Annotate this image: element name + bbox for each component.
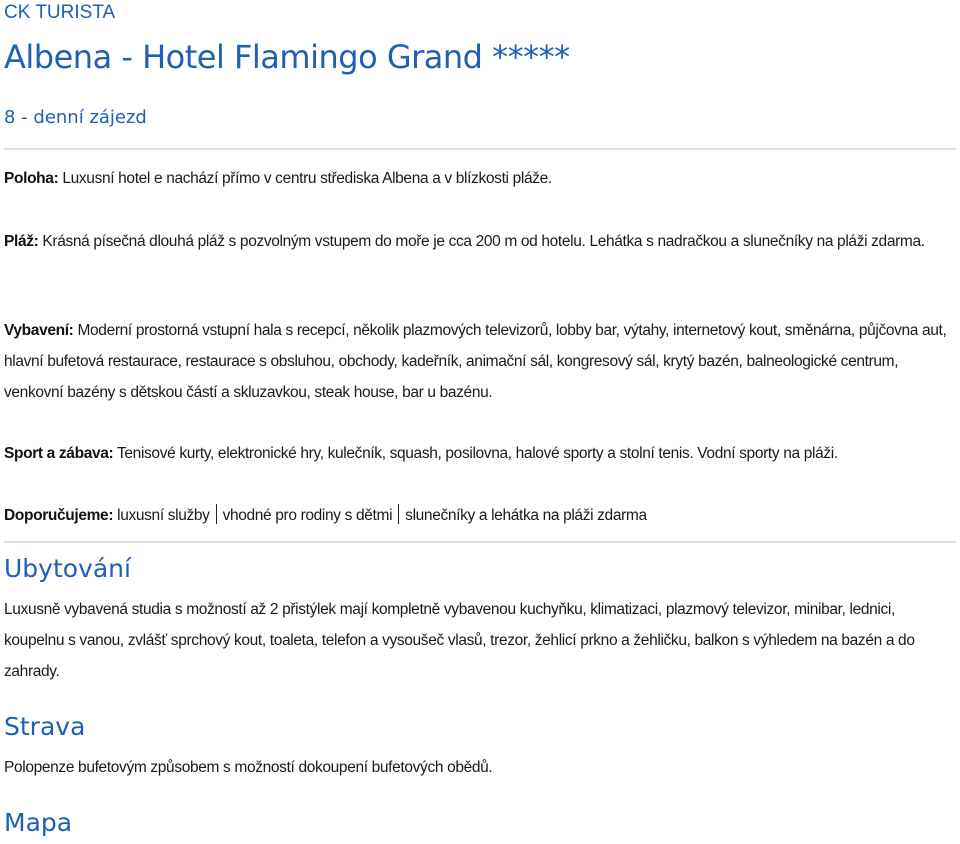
location-text: Luxusní hotel e nachází přímo v centru střediska Albena a v blízkosti pláže. bbox=[62, 170, 552, 187]
sport-text: Tenisové kurty, elektronické hry, kulečník, squash, posilovna, halové sporty a stolní tenis. Vodní sporty na pláži. bbox=[117, 445, 838, 462]
recommend-item: vhodné pro rodiny s dětmi bbox=[222, 507, 393, 524]
accommodation-heading: Ubytování bbox=[4, 554, 131, 583]
hotel-title: Albena - Hotel Flamingo Grand ***** bbox=[4, 38, 570, 76]
separator bbox=[216, 504, 217, 524]
amenities-label: Vybavení: bbox=[4, 322, 74, 339]
beach-paragraph bbox=[4, 226, 956, 257]
brand-name: CK TURISTA bbox=[4, 2, 116, 23]
location-paragraph bbox=[4, 163, 956, 194]
recommend-item: luxusní služby bbox=[117, 507, 210, 524]
amenities-text: Moderní prostorná vstupní hala s recepcí, několik plazmových televizorů, lobby bar, výtahy, internetový kout, směnárna, půjčovna aut, hlavní bufetová restaurace, restaurace s obsluhou, obchody, kadeřník, animační sál, kongresový sál, krytý bazén, balneologické centrum, venkovní bazény s dětskou částí a skluzavkou, steak house, bar u bazénu. bbox=[4, 322, 947, 401]
separator bbox=[398, 504, 399, 524]
board-heading: Strava bbox=[4, 712, 86, 741]
accommodation-text: Luxusně vybavená studia s možností až 2 přistýlek mají kompletně vybavenou kuchyňku, klimatizaci, plazmový televizor, minibar, lednici, koupelnu s vanou, zvlášť sprchový kout, toaleta, telefon a vysoušeč vlasů, trezor, žehlicí prkno a žehličku, balkon s výhledem na bazén a do zahrady. bbox=[4, 601, 915, 680]
sport-paragraph bbox=[4, 438, 956, 469]
beach-text: Krásná písečná dlouhá pláž s pozvolným vstupem do moře je cca 200 m od hotelu. Lehátka s nadračkou a slunečníky na pláži zdarma. bbox=[42, 233, 925, 250]
recommend-label: Doporučujeme: bbox=[4, 507, 114, 524]
beach-label: Pláž: bbox=[4, 233, 39, 250]
amenities-paragraph bbox=[4, 315, 956, 408]
map-heading: Mapa bbox=[4, 808, 73, 837]
recommend-item: slunečníky a lehátka na pláži zdarma bbox=[405, 507, 647, 524]
trip-length: 8 - denní zájezd bbox=[4, 107, 147, 128]
sport-label: Sport a zábava: bbox=[4, 445, 114, 462]
divider bbox=[4, 541, 956, 543]
board-text: Polopenze bufetovým způsobem s možností dokoupení bufetových obědů. bbox=[4, 759, 493, 776]
location-label: Poloha: bbox=[4, 170, 59, 187]
recommend-paragraph bbox=[4, 500, 956, 531]
divider bbox=[4, 148, 956, 150]
